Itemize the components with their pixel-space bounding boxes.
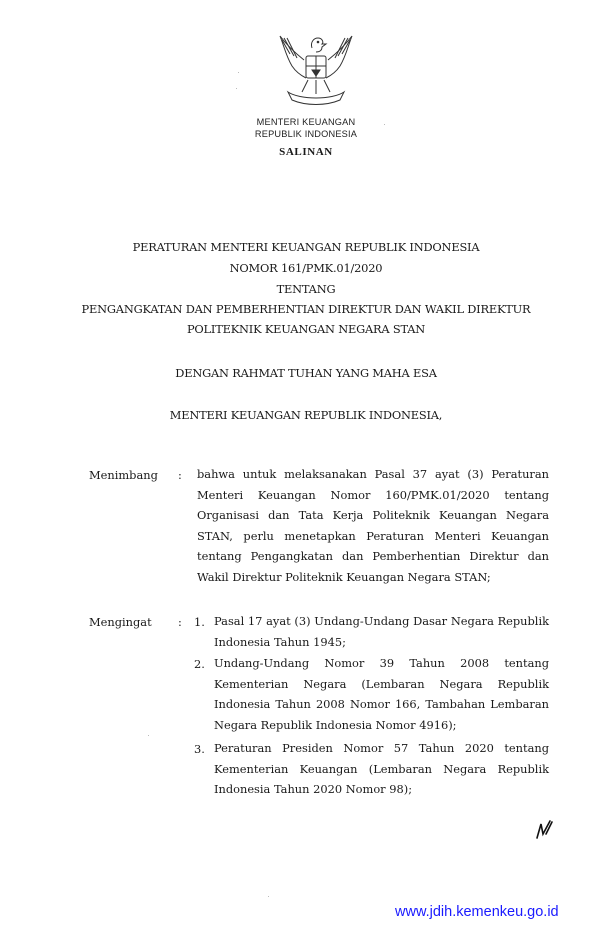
- copy-mark: SALINAN: [279, 146, 333, 158]
- menimbang-colon: :: [178, 468, 182, 482]
- ministry-name-line1: MENTERI KEUANGAN: [256, 117, 356, 127]
- menimbang-text: bahwa untuk melaksanakan Pasal 37 ayat (3) Peraturan Menteri Keuangan Nomor 160/PMK.01/2020 tentang Organisasi dan Tata Kerja Politeknik Keuangan Negara STAN, perlu menetapkan Peraturan Menteri Keuangan tentang Pengangkatan dan Pemberhentian Direktur dan Wakil Direktur Politeknik Keuangan Negara STAN;: [197, 467, 549, 584]
- regulation-number: NOMOR 161/PMK.01/2020: [229, 261, 383, 275]
- mengingat-item-3-number: 3.: [194, 742, 205, 756]
- mengingat-item-1-number: 1.: [194, 615, 205, 629]
- regulation-subject-line2: POLITEKNIK KEUANGAN NEGARA STAN: [186, 322, 426, 336]
- regulation-about-label: TENTANG: [276, 282, 336, 296]
- invocation: DENGAN RAHMAT TUHAN YANG MAHA ESA: [175, 366, 437, 380]
- ministry-name-line2: REPUBLIK INDONESIA: [254, 129, 358, 139]
- initial-signature-icon: [534, 818, 556, 840]
- scan-speck: [384, 124, 385, 125]
- mengingat-colon: :: [178, 615, 182, 629]
- scan-speck: [268, 896, 269, 897]
- regulation-subject-line1: PENGANGKATAN DAN PEMBERHENTIAN DIREKTUR DAN WAKIL DIREKTUR: [81, 302, 531, 316]
- mengingat-label: Mengingat: [89, 615, 152, 629]
- jdih-website-link[interactable]: www.jdih.kemenkeu.go.id: [395, 904, 559, 920]
- mengingat-item-2-number: 2.: [194, 657, 205, 671]
- menimbang-label: Menimbang: [89, 468, 158, 482]
- scan-speck: [236, 88, 237, 89]
- scan-speck: [148, 735, 149, 736]
- regulation-title: PERATURAN MENTERI KEUANGAN REPUBLIK INDONESIA: [132, 240, 480, 254]
- garuda-emblem-icon: [274, 30, 358, 106]
- issuer: MENTERI KEUANGAN REPUBLIK INDONESIA,: [169, 408, 443, 422]
- mengingat-item-2-text: Undang-Undang Nomor 39 Tahun 2008 tentang Kementerian Negara (Lembaran Negara Republik Indonesia Tahun 2008 Nomor 166, Tambahan Lembaran Negara Republik Indonesia Nomor 4916);: [214, 656, 549, 732]
- mengingat-item-3-text: Peraturan Presiden Nomor 57 Tahun 2020 tentang Kementerian Keuangan (Lembaran Negara Republik Indonesia Tahun 2020 Nomor 98);: [214, 741, 549, 796]
- scan-speck: [238, 72, 239, 73]
- mengingat-item-1-text: Pasal 17 ayat (3) Undang-Undang Dasar Negara Republik Indonesia Tahun 1945;: [214, 614, 549, 649]
